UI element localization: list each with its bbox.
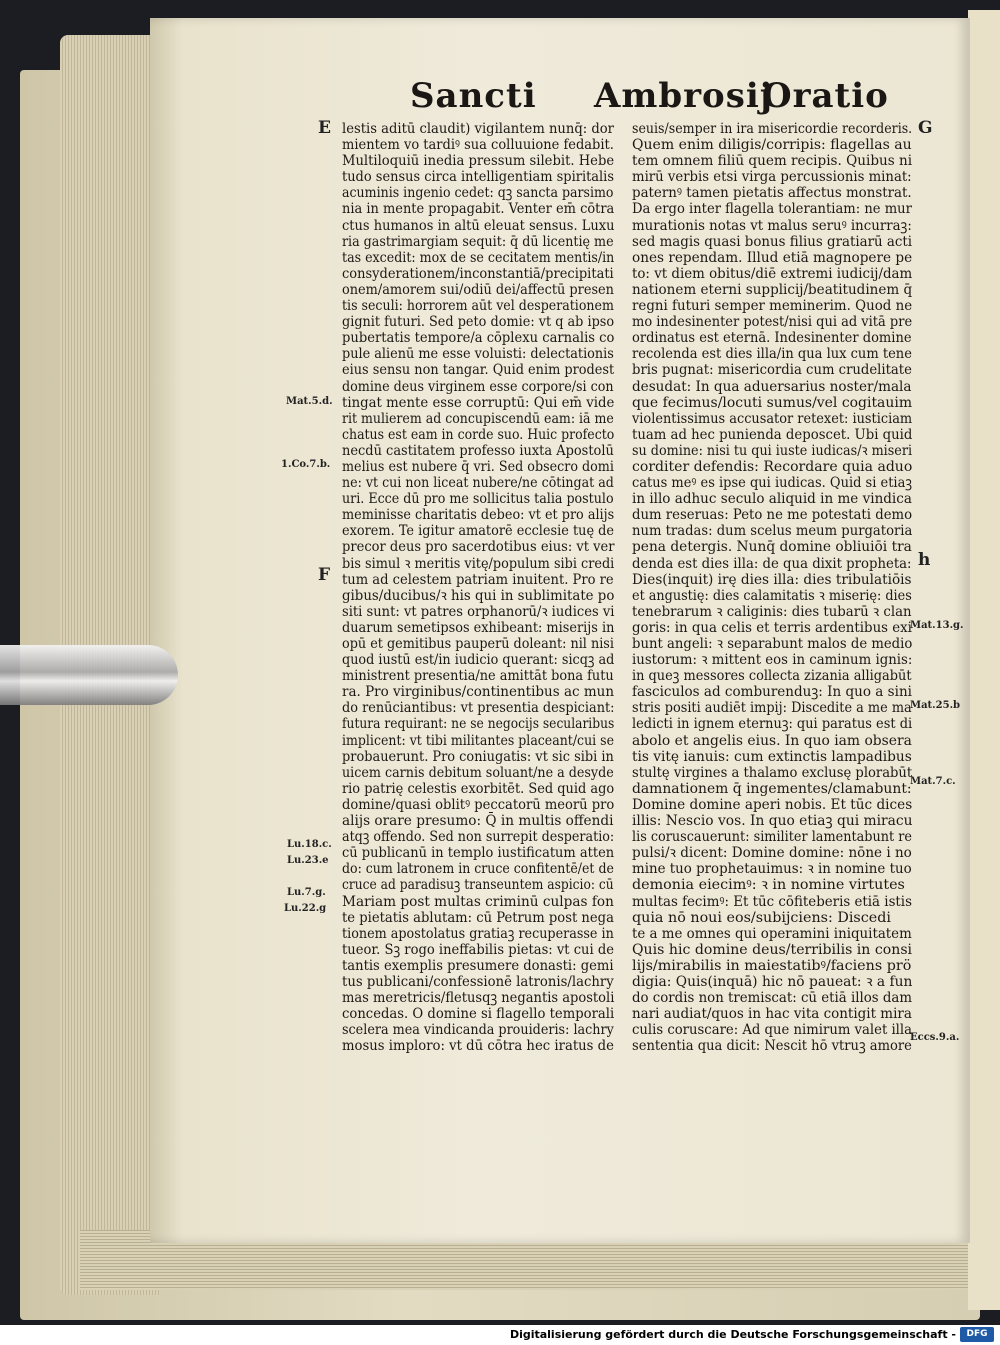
- text-line-left: atqꝫ offendo. Sed non surrepit desperatio:: [342, 829, 615, 846]
- text-line-right: corditer defendis: Recordare quia aduo: [632, 458, 913, 475]
- text-line-right: dum reseruas: Peto ne me potestati demo: [632, 507, 913, 524]
- dfg-logo: DFG: [960, 1327, 994, 1342]
- text-line-left: nia in mente propagabit. Venter em̄ cōtra: [342, 201, 615, 218]
- text-line-left: uicem carnis debitum soluant/ne a desyde: [342, 764, 614, 781]
- margin-note-eccl9: Eccs.9.a.: [910, 1032, 960, 1043]
- text-line-left: uri. Ecce dū pro me sollicitus talia postulo: [342, 491, 614, 508]
- text-line-right: lis coruscauerunt: similiter lamentabunt re: [632, 829, 912, 846]
- text-line-left: lestis aditū claudit) vigilantem nunq̄: dor: [342, 121, 614, 137]
- section-letter-e: E: [318, 118, 331, 138]
- text-line-right: pena detergis. Nunq̄ domine obliuiōi tra: [632, 539, 912, 556]
- text-line-left: futura requirant: ne se negocijs secularibus: [342, 716, 615, 733]
- text-line-right: nationem eterni supplicij/beatitudinem q̄: [632, 281, 913, 298]
- text-line-right: et angustię: dies calamitatis ꝛ miserię: dies: [632, 587, 912, 604]
- text-line-right: violentissimus accusator retexet: iusticiam: [632, 410, 913, 427]
- text-line-left: ne: vt cui non liceat nubere/ne cōtingat ad: [342, 475, 614, 492]
- text-line-right: paternꝰ tamen pietatis affectus monstrat.: [632, 185, 912, 202]
- text-line-left: tueor. Sꝫ rogo ineffabilis pietas: vt cui de: [342, 941, 614, 958]
- text-line-left: tum ad celestem patriam inuitent. Pro re: [342, 571, 614, 588]
- text-line-right: quia nō noui eos/subijciens: Discedi: [632, 909, 891, 926]
- text-line-right: su domine: nisi tu qui iuste iudicas/ꝛ miseri: [632, 442, 913, 459]
- text-line-right: num tradas: dum scelus meum purgatoria: [632, 523, 913, 540]
- text-line-right: mirū verbis etsi virga percussionis minat:: [632, 169, 912, 186]
- text-line-left: cū publicanū in templo iustificatum atten: [342, 845, 615, 862]
- text-line-right: tem omnem filiū quem recipis. Quibus ni: [632, 153, 913, 170]
- text-line-right: demonia eiecimꝰ: ꝛ in nomine virtutes: [632, 877, 905, 894]
- text-line-right: multas fecimꝰ: Et tūc cōfiteberis etiā istis: [632, 893, 912, 910]
- text-line-right: goris: in qua celis et terris ardentibus exi: [632, 619, 912, 636]
- text-line-left: meminisse charitatis debeo: vt et pro alijs: [342, 507, 615, 524]
- text-line-left: ministrent presentia/ne amittāt bona futu: [342, 668, 614, 685]
- text-line-right: bunt angeli: ꝛ separabunt malos de medio: [632, 636, 913, 652]
- text-line-left: quod iustū est/in iudicio querant: sicqꝫ ad: [342, 652, 615, 669]
- text-line-left: tionem apostolatus gratiaꝫ recuperasse in: [342, 925, 614, 942]
- text-column-right: [632, 121, 912, 1054]
- text-line-right: to: vt diem obitus/diē extremi iudicij/dam: [632, 265, 913, 282]
- text-line-left: bis simul ꝛ meritis vitę/populum sibi credi: [342, 555, 615, 572]
- text-line-left: Multiloquiū inedia pressum silebit. Hebe: [342, 153, 615, 170]
- text-line-right: tenebrarum ꝛ caliginis: dies tubarū ꝛ clan: [632, 603, 912, 620]
- text-line-right: in queꝫ messores collecta zizania alligabūt: [632, 668, 912, 685]
- section-letter-h: h: [918, 550, 931, 570]
- text-line-left: rit mulierem ad concupiscendū eam: iā me: [342, 410, 614, 427]
- text-line-right: murationis notas vt malus seruꝰ incurraꝫ:: [632, 217, 912, 234]
- footer-credit: Digitalisierung gefördert durch die Deutsche Forschungsgemeinschaft -: [509, 1328, 956, 1341]
- text-line-left: tis seculi: horrorem aūt vel desperationem: [342, 298, 614, 315]
- text-line-left: do: cum latronem in cruce confitentē/et de: [342, 861, 614, 878]
- text-line-right: Quis hic domine deus/terribilis in consi: [632, 941, 913, 958]
- text-line-right: stris positi audiēt impij: Discedite a me ma: [632, 700, 912, 717]
- text-line-right: culis coruscare: Ad que nimirum valet illa: [632, 1022, 913, 1039]
- text-line-right: lijs/mirabilis in maiestatibꝰ/faciens prö: [632, 957, 912, 974]
- text-line-right: pulsi/ꝛ dicent: Domine domine: nōne i no: [632, 845, 912, 862]
- text-line-right: nari audiat/quos in hac vita contigit mira: [632, 1006, 912, 1023]
- text-line-right: in illo adhuc seculo aliquid in me vindica: [632, 491, 912, 508]
- text-line-left: probauerunt. Pro coniugatis: vt sic sibi in: [342, 748, 614, 765]
- running-header-word-2: Ambrosij: [594, 76, 774, 116]
- text-line-right: ones rependam. Illud etiā magnopere pe: [632, 249, 913, 266]
- text-line-left: chatus est eam in corde suo. Huic profecto: [342, 426, 615, 443]
- text-line-left: opū et gemitibus pauperū doleant: nil nisi: [342, 636, 614, 652]
- text-line-left: exorem. Te igitur amatorē ecclesie tuę de: [342, 523, 615, 540]
- section-letter-g: G: [918, 118, 933, 138]
- margin-note-mat7: Mat.7.c.: [910, 776, 956, 787]
- text-line-left: consyderationem/inconstantiā/precipitati: [342, 265, 614, 282]
- text-line-left: pule alienū me esse voluisti: delectationis: [342, 346, 614, 363]
- text-line-left: rio patrię celestis exorbitēt. Sed quid ago: [342, 780, 615, 797]
- text-line-left: te pietatis ablutam: cū Petrum post nega: [342, 909, 614, 926]
- text-line-right: digia: Quis(inquā) hic nō paueat: ꝛ a fun: [632, 973, 913, 990]
- text-line-left: tudo sensus circa intelligentiam spiritalis: [342, 169, 614, 186]
- text-line-right: seuis/semper in ira misericordie recorderis.: [632, 121, 913, 137]
- margin-note-mat13: Mat.13.g.: [910, 620, 964, 631]
- text-line-left: domine/quasi oblitꝰ peccatorū meorū pro: [342, 796, 615, 813]
- text-line-right: Quem enim diligis/corripis: flagellas au: [632, 137, 912, 154]
- text-line-right: regni futuri semper meminerim. Quod ne: [632, 298, 913, 315]
- text-line-right: bris pugnat: misericordia cum crudelitate: [632, 362, 912, 379]
- text-line-left: mientem vo tardiꝰ sua colluuione fedabit.: [342, 137, 614, 154]
- text-line-left: ria gastrimargiam sequit: q̄ dū licentię me: [342, 233, 614, 250]
- margin-note-lu23: Lu.23.e: [287, 855, 329, 866]
- margin-note-mat5: Mat.5.d.: [286, 396, 333, 407]
- text-line-right: tis vitę ianuis: cum extinctis lampadibus: [632, 748, 912, 765]
- text-line-right: stultę virgines a thalamo exclusę plorabūt: [632, 764, 913, 781]
- text-line-left: do renūciantibus: vt presentia despiciant:: [342, 700, 615, 717]
- text-line-left: siti sunt: vt patres orphanorū/ꝛ iudices vi: [342, 603, 615, 620]
- text-line-right: Domine domine aperi nobis. Et tūc dices: [632, 796, 913, 813]
- text-line-right: ledicti in ignem eternuꝫ: qui paratus est di: [632, 716, 913, 733]
- text-line-right: desudat: In qua aduersarius noster/mala: [632, 378, 912, 395]
- text-line-left: melius est nubere q̄ vri. Sed obsecro domi: [342, 458, 614, 475]
- text-line-left: tus publicani/confessionē latronis/lachry: [342, 973, 614, 990]
- glass-rod-holder: [0, 645, 178, 705]
- text-line-left: tas excedit: mox de se cecitatem mentis/in: [342, 249, 615, 266]
- section-letter-f: F: [318, 565, 331, 585]
- footer-bar: [0, 1325, 1000, 1345]
- text-line-right: sed magis quasi bonus filius gratiarū acti: [632, 233, 912, 250]
- text-line-left: Mariam post multas criminū culpas fon: [342, 893, 614, 910]
- text-line-left: eius sensu non tangar. Quid enim prodest: [342, 362, 615, 379]
- text-line-left: pubertatis tempore/a cōplexu carnalis co: [342, 330, 615, 347]
- text-line-right: sententia qua dicit: Nescit hō vtruꝫ amore: [632, 1038, 912, 1055]
- text-line-right: Da ergo inter flagella tolerantiam: ne mur: [632, 201, 912, 218]
- text-line-left: acuminis ingenio cedet: qꝫ sancta parsimo: [342, 185, 614, 202]
- text-line-left: tingat mente esse corruptū: Qui em̄ vide: [342, 394, 615, 411]
- text-line-left: gignit futuri. Sed peto domie: vt q ab ipso: [342, 314, 615, 331]
- text-line-left: ra. Pro virginibus/continentibus ac mun: [342, 684, 615, 701]
- margin-note-cor7: 1.Co.7.b.: [281, 459, 331, 470]
- text-line-right: abolo et angelis eius. In quo iam obsera: [632, 732, 912, 749]
- margin-note-lu7: Lu.7.g.: [287, 887, 326, 898]
- text-line-right: mo indesinenter potest/nisi qui ad vitā pre: [632, 314, 913, 331]
- text-line-right: mine tuo prophetauimus: ꝛ in nomine tuo: [632, 861, 912, 878]
- text-line-right: damnationem q̄ ingementes/clamabunt:: [632, 780, 912, 797]
- text-line-left: duarum semetipsos exhibeant: miserijs in: [342, 619, 615, 636]
- text-line-left: necdū castitatem professo iuxta Apostolū: [342, 442, 614, 459]
- text-line-left: alijs orare presumo: Q̄ in multis offendi: [342, 813, 614, 830]
- text-line-right: ordinatus est eternā. Indesinenter domine: [632, 330, 912, 347]
- text-line-right: te a me omnes qui operamini iniquitatem: [632, 925, 912, 942]
- text-line-right: denda est dies illa: de qua dixit propheta:: [632, 555, 912, 572]
- text-line-left: implicent: vt tibi militantes placeant/cui se: [342, 732, 614, 749]
- text-line-left: ctus humanos in altū eleuat sensus. Luxu: [342, 217, 615, 234]
- text-column-left: [342, 121, 614, 1054]
- text-line-left: tantis exemplis presumere donasti: gemi: [342, 957, 614, 974]
- text-line-right: iustorum: ꝛ mittent eos in caminum ignis:: [632, 652, 913, 669]
- text-line-right: catus meꝰ es ipse qui iudicas. Quid si etiaꝫ: [632, 475, 912, 492]
- text-line-right: que fecimus/locuti sumus/vel cogitauim: [632, 394, 913, 411]
- text-line-left: scelera mea vindicanda prouideris: lachry: [342, 1022, 614, 1039]
- text-line-left: concedas. O domine si flagello temporali: [342, 1006, 615, 1023]
- text-line-right: tuam ad hec punienda deposcet. Ubi quid: [632, 426, 913, 443]
- margin-note-mat25: Mat.25.b: [910, 700, 961, 711]
- text-line-left: gibus/ducibus/ꝛ his qui in sublimitate po: [342, 587, 615, 604]
- facing-page-edge: [968, 10, 1000, 1310]
- text-line-left: onem/amorem sui/odiū dei/affectū presen: [342, 281, 614, 298]
- text-line-right: Dies(inquit) irę dies illa: dies tribulatiōis: [632, 571, 912, 588]
- text-line-left: cruce ad paradisuꝫ transeuntem aspicio: cū: [342, 877, 614, 894]
- text-line-left: mosus imploro: vt dū cōtra hec iratus de: [342, 1038, 614, 1055]
- text-line-right: recolenda est dies illa/in qua lux cum tene: [632, 346, 912, 363]
- text-line-right: illis: Nescio vos. In quo etiaꝫ qui miracu: [632, 813, 913, 830]
- text-line-left: precor deus pro sacerdotibus eius: vt ver: [342, 539, 615, 556]
- text-line-left: mas meretricis/fletusqꝫ negantis apostoli: [342, 990, 615, 1007]
- running-header-word-1: Sancti: [410, 76, 537, 116]
- margin-note-lu18: Lu.18.c.: [287, 839, 332, 850]
- text-line-left: domine deus virginem esse corpore/si con: [342, 378, 614, 395]
- running-header-word-3: Oratio: [762, 76, 889, 116]
- margin-note-lu22: Lu.22.g: [284, 903, 327, 914]
- text-line-right: fasciculos ad comburenduꝫ: In quo a sini: [632, 684, 912, 701]
- text-line-right: do cordis non tremiscat: cū etiā illos dam: [632, 990, 913, 1007]
